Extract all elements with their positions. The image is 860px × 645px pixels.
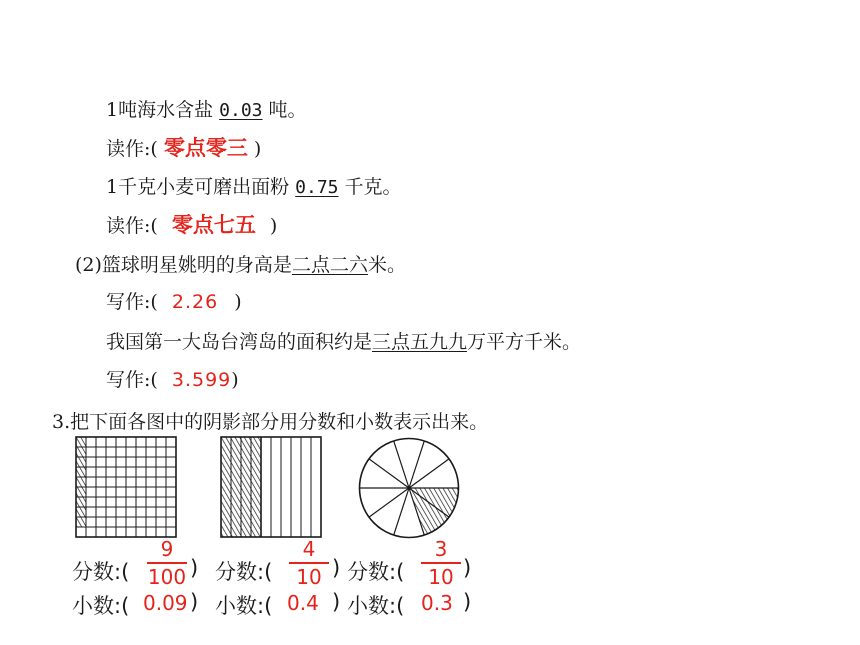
read1-line bbox=[106, 136, 261, 161]
decimal-close-2: ) bbox=[332, 590, 341, 614]
numerator-1: 9 bbox=[160, 537, 174, 561]
q3-title: 3.把下面各图中的阴影部分用分数和小数表示出来。 bbox=[52, 411, 489, 433]
decimal-close-3: ) bbox=[463, 590, 472, 614]
fraction-answer-2 bbox=[279, 538, 339, 588]
write1-line bbox=[106, 290, 242, 314]
flour-value: 0.75 bbox=[295, 177, 339, 198]
salt-text: 1吨海水含盐 bbox=[106, 99, 214, 121]
fraction-close-2: ) bbox=[332, 556, 341, 580]
grid-shaded-cells bbox=[76, 437, 86, 527]
salt-sentence bbox=[106, 98, 307, 123]
fraction-bar-3 bbox=[421, 562, 461, 564]
yao-suffix: 米。 bbox=[367, 254, 406, 276]
grid-100-figure bbox=[75, 436, 177, 538]
yao-text: 篮球明星姚明的身高是 bbox=[101, 254, 292, 276]
numerator-3: 3 bbox=[434, 537, 448, 561]
part2-label: (2) bbox=[75, 254, 102, 276]
read1-label: 读作:( bbox=[106, 138, 158, 160]
fraction-answer-3 bbox=[411, 538, 471, 588]
decimal-label-1: 小数:( bbox=[72, 594, 130, 618]
write2-answer: 3.599 bbox=[171, 369, 232, 391]
decimal-answer-1: 0.09 bbox=[143, 591, 188, 615]
decimal-label-2: 小数:( bbox=[215, 594, 273, 618]
fraction-bar-2 bbox=[289, 562, 329, 564]
salt-value: 0.03 bbox=[219, 100, 263, 121]
read2-close: ) bbox=[269, 215, 278, 237]
write1-label: 写作:( bbox=[106, 291, 158, 313]
fraction-label-3: 分数:( bbox=[347, 560, 405, 584]
decimal-answer-3: 0.3 bbox=[421, 591, 453, 615]
read2-label: 读作:( bbox=[106, 215, 158, 237]
read2-answer: 零点七五 bbox=[171, 213, 256, 237]
taiwan-words: 三点五九九 bbox=[372, 331, 468, 353]
denominator-3: 10 bbox=[428, 565, 454, 589]
flour-unit: 千克。 bbox=[344, 176, 402, 198]
fraction-answer-1 bbox=[137, 538, 197, 588]
decimal-label-3: 小数:( bbox=[347, 594, 405, 618]
circle-figure bbox=[357, 436, 461, 540]
read1-answer: 零点零三 bbox=[163, 136, 248, 160]
taiwan-sentence bbox=[106, 330, 581, 354]
denominator-2: 10 bbox=[296, 565, 322, 589]
fraction-bar-1 bbox=[147, 562, 187, 564]
taiwan-text: 我国第一大岛台湾岛的面积约是 bbox=[106, 331, 373, 353]
yao-words: 二点二六 bbox=[291, 254, 368, 276]
decimal-close-1: ) bbox=[190, 590, 199, 614]
fraction-close-3: ) bbox=[463, 556, 472, 580]
write2-close: ) bbox=[231, 369, 239, 391]
flour-sentence bbox=[106, 175, 402, 200]
denominator-1: 100 bbox=[147, 565, 187, 589]
salt-unit: 吨。 bbox=[268, 99, 307, 121]
strips-figure bbox=[220, 436, 322, 538]
read2-line bbox=[106, 213, 277, 238]
write2-label: 写作:( bbox=[106, 369, 158, 391]
decimal-answer-2: 0.4 bbox=[287, 591, 319, 615]
write1-close: ) bbox=[234, 291, 242, 313]
fraction-label-1: 分数:( bbox=[72, 560, 130, 584]
fraction-label-2: 分数:( bbox=[215, 560, 273, 584]
write2-line bbox=[106, 368, 239, 392]
write1-answer: 2.26 bbox=[171, 291, 219, 313]
numerator-2: 4 bbox=[302, 537, 316, 561]
flour-text: 1千克小麦可磨出面粉 bbox=[106, 176, 290, 198]
fraction-close-1: ) bbox=[190, 556, 199, 580]
read1-close: ) bbox=[253, 138, 262, 160]
yao-sentence bbox=[75, 253, 406, 277]
taiwan-suffix: 万平方千米。 bbox=[467, 331, 582, 353]
